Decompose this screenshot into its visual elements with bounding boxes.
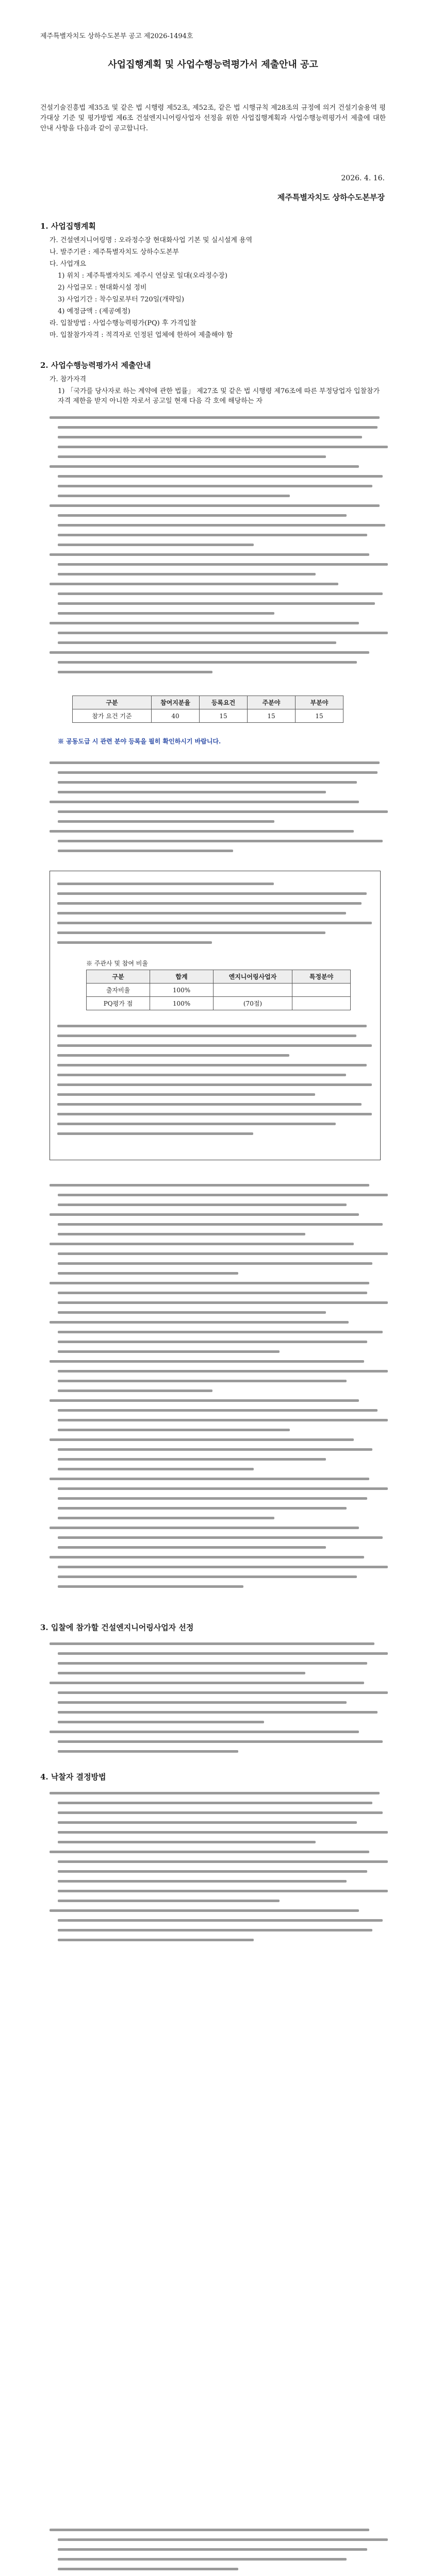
body-text-block: [50, 412, 386, 676]
section-heading: 3. 입찰에 참가할 건설엔지니어링사업자 선정: [40, 1623, 194, 1632]
table-cell: 참가 요건 기준: [73, 709, 152, 723]
list-item: 나. 발주기관 : 제주특별자치도 상하수도본부: [50, 248, 179, 256]
table-header: 구분: [87, 970, 150, 984]
table-header: 엔지니어링사업자: [214, 970, 292, 984]
section-heading: 2. 사업수행능력평가서 제출안내: [40, 361, 151, 370]
table-cell: PQ평가 점: [87, 997, 150, 1010]
announcement-date: 2026. 4. 16.: [341, 174, 385, 182]
table-header: 부분야: [296, 696, 343, 709]
boxed-text: [57, 878, 372, 947]
body-text-block: [50, 1180, 386, 1591]
table-cell: [292, 984, 351, 997]
table-cell: 100%: [150, 997, 214, 1010]
table-cell: [214, 984, 292, 997]
list-item: 가. 참가자격: [50, 376, 87, 383]
note-block: [40, 737, 386, 749]
table-header: 특정분야: [292, 970, 351, 984]
section-heading: 1. 사업집행계획: [40, 222, 96, 231]
table-cell: 15: [200, 709, 248, 723]
boxed-info-panel: [50, 871, 381, 1160]
list-item: 3) 사업기간 : 착수일로부터 720일(개략일): [58, 296, 185, 303]
table-cell: 15: [248, 709, 296, 723]
qualification-table: [72, 696, 343, 723]
table-row: [87, 984, 351, 997]
table-cell: 15: [296, 709, 343, 723]
note: ※ 공동도급 시 관련 분야 등록을 필히 확인하시기 바랍니다.: [58, 738, 221, 745]
table-header: 등록요건: [200, 696, 248, 709]
body-text-block: [50, 2524, 386, 2573]
table-caption: ※ 주관사 및 참여 비율: [86, 960, 148, 967]
table-cell: [292, 997, 351, 1010]
intro-paragraph: 건설기술진흥법 제35조 및 같은 법 시행령 제52조, 제52조, 같은 법 시행규칙 제28조의 규정에 의거 건설기술용역 평가대상 기준 및 평가방법 제6조 건설엔지니어링사업자 선정을 위한 사업집행계획과 사업수행능력평가서 제출에 대한 안내 사항을 다음과 같이 공고합니다.: [40, 104, 386, 132]
section-submission-guide: [40, 361, 386, 408]
list-item: 라. 입찰방법 : 사업수행능력평가(PQ) 후 가격입찰: [50, 319, 196, 327]
body-text-block: [50, 1638, 386, 1756]
list-item: 다. 사업개요: [50, 260, 87, 268]
table-header: 합계: [150, 970, 214, 984]
table-cell: 출자비율: [87, 984, 150, 997]
table-header: 주분야: [248, 696, 296, 709]
doc-number: 제주특별자치도 상하수도본부 공고 제2026-1494호: [40, 32, 193, 40]
list-item: 1) 위치 : 제주특별자치도 제주시 연삼로 일대(오라정수장): [58, 272, 227, 280]
table-cell: (70점): [214, 997, 292, 1010]
ratio-table: [86, 959, 351, 1010]
list-item: 4) 예정금액 : (제공예정): [58, 308, 130, 315]
table-row: [87, 997, 351, 1010]
table-header: 구분: [73, 696, 152, 709]
section-project-plan: [40, 222, 386, 342]
list-item: 2) 사업규모 : 현대화시설 정비: [58, 284, 147, 292]
list-item: 가. 건설엔지니어링명 : 오라정수장 현대화사업 기본 및 실시설계 용역: [50, 236, 253, 244]
list-item: 마. 입찰참가자격 : 적격자로 인정된 업체에 한하여 제출해야 함: [50, 331, 233, 339]
issuer-name: 제주특별자치도 상하수도본부장: [277, 193, 385, 202]
section-heading: 4. 낙찰자 결정방법: [40, 1772, 106, 1782]
table-cell: 100%: [150, 984, 214, 997]
body-text-block: [50, 1788, 386, 1944]
section-award: [40, 1772, 386, 1786]
section-selection: [40, 1623, 386, 1637]
paragraph: 1) 「국가를 당사자로 하는 계약에 관한 법률」 제27조 및 같은 법 시행령 제76조에 따른 부정당업자 입찰참가자격 제한을 받지 아니한 자로서 공고일 현재 다음 각 호에 해당하는 자: [58, 387, 380, 405]
table-cell: 40: [152, 709, 200, 723]
table-row: [73, 709, 343, 723]
body-text-block: [50, 757, 386, 855]
table-header: 참여지분율: [152, 696, 200, 709]
page-title: 사업집행계획 및 사업수행능력평가서 제출안내 공고: [108, 59, 318, 70]
boxed-text: [57, 1021, 372, 1138]
